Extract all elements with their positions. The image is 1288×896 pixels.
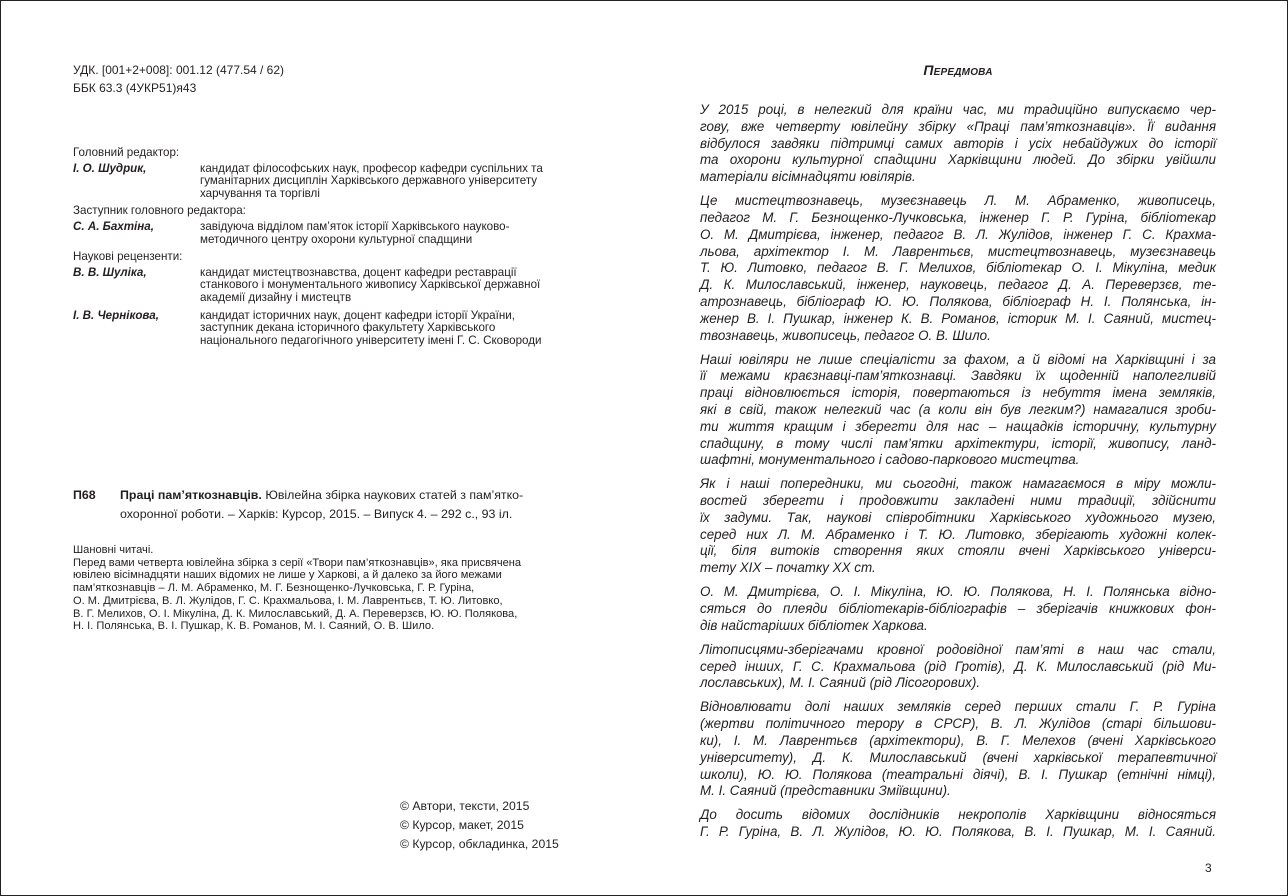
text-line: льова, архітектор І. М. Лаврентьєв, мистецтвознавець, музеєзнавець — [700, 243, 1216, 259]
text-line: Це мистецтвознавець, музеєзнавець Л. М. Абраменко, живописець, — [700, 193, 1216, 209]
text-line: О. М. Дмитрієва, інженер, педагог В. Л. Жулідов, інженер Г. С. Крахма- — [700, 226, 1216, 242]
editor-description — [200, 310, 578, 348]
classification-codes — [73, 61, 284, 97]
text-line: її межами краєзнавці-пам’яткознавці. Завдяки їх щоденній наполегливій — [700, 368, 1216, 384]
description-line: кандидат філософських наук, професор кафедри суспільних та — [200, 161, 543, 175]
editor-entry — [73, 221, 578, 246]
text-line: твознавець, живописець, педагог О. В. Шило. — [700, 327, 991, 343]
text-line: Г. Р. Гуріна, В. Л. Жулідов, Ю. Ю. Полякова, В. І. Пушкар, М. І. Саяний. — [700, 824, 1216, 840]
text-line: праці відновлюється історія, повертаються із небуття імена земляків, — [700, 385, 1216, 401]
text-line: та охорони культурної спадщини Харківщини людей. До збірки увійшли — [700, 152, 1216, 168]
description-line-2: охоронної роботи. – Харків: Курсор, 2015. – Випуск 4. – 292 с., 93 іл. — [120, 506, 513, 521]
text-line: які в свій, також нелегкий час (а коли він був легким?) намагалися зроби- — [700, 401, 1216, 417]
editor-role-label: Головний редактор: — [73, 146, 180, 159]
preface-paragraph — [700, 807, 1216, 841]
reader-note-line: пам’яткознавців – Л. М. Абраменко, М. Г. Безнощенко-Лучковська, Г. Р. Гуріна, — [73, 582, 475, 595]
text-line: сяться до плеяди бібліотекарів-бібліографів – зберігачів книжкових фон- — [700, 601, 1216, 617]
text-line: У 2015 році, в нелегкий для країни час, ми традиційно випускаємо чер- — [700, 102, 1216, 117]
text-line: Відновлювати долі наших земляків серед перших стали Г. Р. Гуріна — [700, 699, 1216, 715]
text-line: востей зберегти і продовжити закладені ними традиції, здійснити — [700, 493, 1216, 509]
bibliographic-record — [73, 486, 578, 523]
text-line: університету), Д. К. Милославський (вчені харківської терапевтичної — [700, 749, 1216, 765]
catalog-code: П68 — [73, 488, 96, 502]
copyright-block — [400, 797, 559, 854]
udk-code: УДК. [001+2+008]: 001.12 (477.54 / 62) — [73, 63, 285, 77]
preface-text — [700, 102, 1216, 848]
text-line: педагог М. Г. Безнощенко-Лучковська, інженер Г. Р. Гуріна, бібліотекар — [700, 209, 1216, 225]
description-line: академії дизайну і мистецтв — [200, 290, 352, 304]
text-line: дів найстаріших бібліотек Харкова. — [700, 617, 928, 633]
editor-name: В. В. Шуліка, — [73, 265, 147, 279]
text-line: шафтні, монументального і садово-паркового мистецтва. — [700, 452, 1080, 468]
editor-role-label: Заступник головного редактора: — [73, 204, 246, 218]
text-line: М. І. Саяний (представники Зміївщини). — [700, 783, 951, 799]
description-line: завідуюча відділом пам’яток історії Харківського науково- — [200, 219, 510, 233]
text-line: гову, вже четверту ювілейну збірку «Праці пам’яткознавців». Її видання — [700, 118, 1216, 134]
reader-note-line: В. Г. Мелихов, О. І. Мікуліна, Д. К. Милославський, Д. А. Переверзєв, Ю. Ю. Полякова, — [73, 607, 518, 620]
editor-name: І. В. Чернікова, — [73, 308, 159, 322]
text-line: школи), Ю. Ю. Полякова (театральні діячі), В. І. Пушкар (етнічні німці), — [700, 766, 1216, 782]
editor-entry — [73, 267, 578, 305]
editor-name: І. О. Шудрик, — [73, 161, 147, 175]
text-line: О. М. Дмитрієва, О. І. Мікуліна, Ю. Ю. Полякова, Н. І. Полянська відно- — [700, 584, 1216, 600]
book-title: Праці пам’яткознавців. — [120, 488, 262, 502]
preface-paragraph — [700, 642, 1216, 692]
text-line: ти життя кращим і зберегти для нас – нащадків історичну, культурну — [700, 418, 1216, 434]
preface-paragraph — [700, 352, 1216, 470]
text-line: Наші ювіляри не лише спеціалісти за фахом, а й відомі на Харківщині і за — [700, 351, 1216, 367]
text-line: лославських), М. І. Саяний (рід Лісогорових). — [700, 675, 981, 691]
preface-paragraph — [700, 476, 1216, 577]
bbk-code: ББК 63.3 (4УКР51)я43 — [73, 81, 197, 95]
text-line: атрознавець, бібліограф Ю. Ю. Полякова, бібліограф Н. І. Полянська, ін- — [700, 293, 1216, 309]
editor-description — [200, 267, 578, 305]
text-line: серед них Л. М. Абраменко і Т. Ю. Литовко, зберігають художні колек- — [700, 526, 1216, 542]
copyright-line: © Автори, тексти, 2015 — [400, 799, 530, 813]
editorial-board — [73, 146, 578, 352]
description-line: заступник декана історичного факультету Харківського — [200, 321, 496, 335]
reader-note-line: ювілею вісімнадцяти наших відомих не лише у Харкові, а й далеко за його межами — [73, 569, 502, 582]
text-line: відбулося завдяки підтримці самих авторів і усіх небайдужих до історії — [700, 135, 1216, 151]
text-line: Д. К. Милославський, інженер, науковець, педагог Д. А. Переверзєв, те- — [700, 277, 1216, 293]
text-line: До досить відомих дослідників некрополів Харківщини відносяться — [700, 807, 1216, 823]
description-line: національного педагогічного університету імені Г. С. Сковороди — [200, 333, 542, 347]
description-line: харчування та торгівлі — [200, 186, 320, 200]
bibliographic-description — [120, 486, 523, 523]
text-line: ції, біля витоків створення яких стояли вчені Харківського універси- — [700, 543, 1216, 559]
text-line: Т. Ю. Литовко, педагог В. Г. Мелихов, бібліотекар О. І. Мікуліна, медик — [700, 260, 1216, 276]
editor-entry — [73, 163, 578, 201]
editor-entry — [73, 310, 578, 348]
description-line: кандидат мистецтвознавства, доцент кафедри реставрації — [200, 265, 517, 279]
page-number: 3 — [1205, 861, 1212, 875]
preface-paragraph — [700, 699, 1216, 800]
copyright-line: © Курсор, обкладинка, 2015 — [400, 837, 559, 851]
reader-note-line: Н. І. Полянська, В. І. Пушкар, К. В. Романов, М. І. Саяний, О. В. Шило. — [73, 620, 435, 633]
description-line: кандидат історичних наук, доцент кафедри історії України, — [200, 308, 515, 322]
text-line: їх задуми. Так, наукові співробітники Харківського художнього музею, — [700, 509, 1216, 525]
text-line: спадщину, в тому числі пам’ятки архітектури, історії, живопису, ланд- — [700, 435, 1216, 451]
editor-description — [200, 221, 578, 246]
description-line: станкового і монументального живопису Харківської державної — [200, 278, 541, 292]
editor-role-label: Наукові рецензенти: — [73, 250, 183, 264]
preface-paragraph — [700, 102, 1216, 186]
description-line-1: Ювілейна збірка наукових статей з пам’ятко- — [261, 488, 524, 502]
reader-note — [73, 544, 583, 633]
text-line: (жертви політичного терору в СРСР), В. Л. Жулідов (старі більшови- — [700, 716, 1216, 732]
preface-paragraph — [700, 193, 1216, 344]
description-line: методичного центру охорони культурної спадщини — [200, 232, 473, 246]
description-line: гуманітарних дисциплін Харківського державного університету — [200, 174, 538, 188]
editor-description — [200, 163, 578, 201]
text-line: женер В. І. Пушкар, інженер К. В. Романов, історик М. І. Саяний, мистец- — [700, 310, 1216, 326]
reader-note-line: Перед вами четверта ювілейна збірка з серії «Твори пам’яткознавців», яка присвячена — [73, 556, 522, 569]
preface-paragraph — [700, 584, 1216, 634]
text-line: матеріали вісімнадцяти ювілярів. — [700, 169, 916, 185]
text-line: Літописцями-зберігачами кровної родовідної пам’яті в наш час стали, — [700, 641, 1216, 657]
preface-title: Передмова — [923, 62, 993, 78]
text-line: тету XIX – початку XX ст. — [700, 560, 876, 576]
editor-name: С. А. Бахтіна, — [73, 219, 154, 233]
text-line: серед інших, Г. С. Крахмальова (рід Гротів), Д. К. Милославський (рід Ми- — [700, 658, 1216, 674]
text-line: Як і наші попередники, ми сьогодні, також намагаємося в міру можли- — [700, 476, 1216, 492]
copyright-line: © Курсор, макет, 2015 — [400, 818, 524, 832]
text-line: ки), І. М. Лаврентьєв (архітектори), В. Г. Мелехов (вчені Харківського — [700, 733, 1216, 749]
reader-note-line: О. М. Дмитрієва, В. Л. Жулідов, Г. С. Крахмальова, І. М. Лаврентьєв, Т. Ю. Литовко, — [73, 594, 503, 607]
reader-note-greeting: Шановні читачі. — [73, 544, 154, 556]
